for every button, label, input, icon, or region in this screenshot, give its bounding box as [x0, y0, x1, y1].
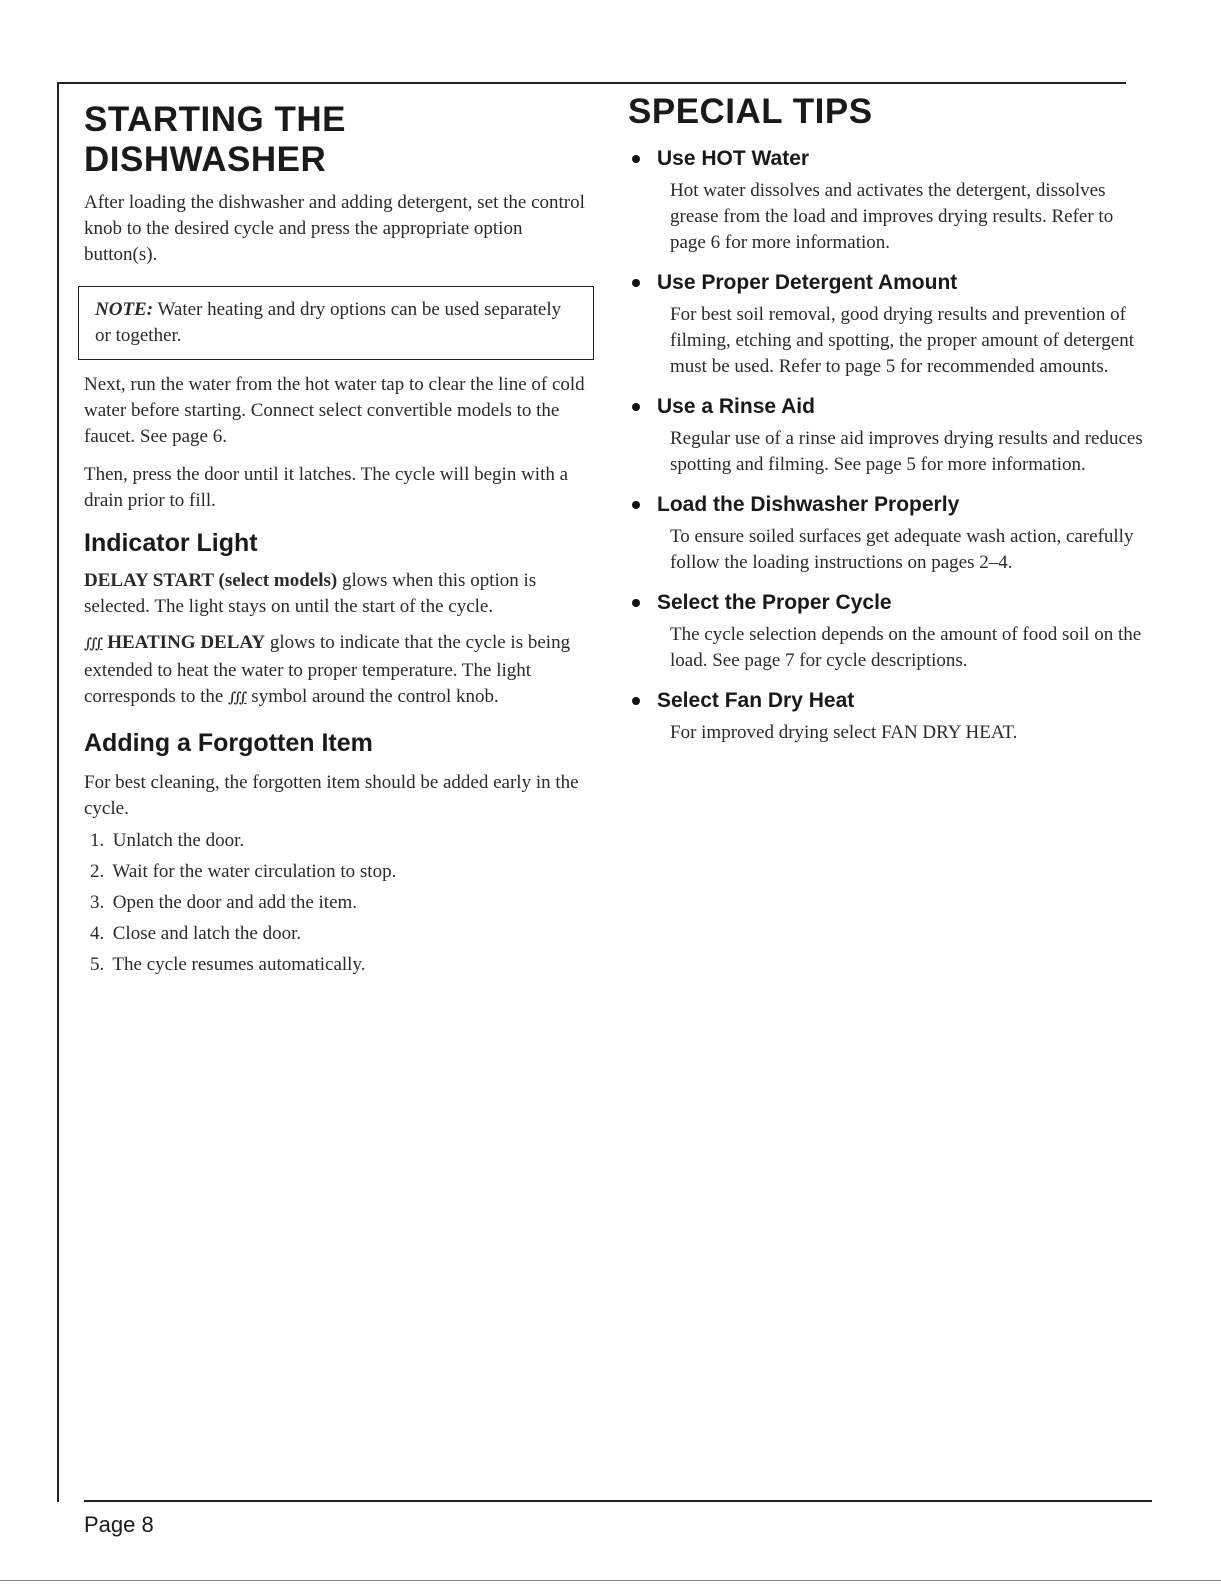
- tip-body: For improved drying select FAN DRY HEAT.: [670, 722, 1018, 743]
- delay-start-paragraph: [84, 568, 594, 620]
- bullet-icon: [632, 279, 640, 287]
- step-text: Unlatch the door.: [112, 830, 245, 851]
- tip-body: For best soil removal, good drying results and prevention of filming, etching and spotting, the proper amount of detergent must be used. Refer to page 5 for recommended amounts.: [670, 304, 1134, 377]
- delay-start-text: glows when this option is selected. The light stays on until the start of the cycle.: [84, 570, 537, 617]
- tip-heading: [632, 270, 1148, 296]
- step-text: Wait for the water circulation to stop.: [112, 861, 397, 882]
- intro-paragraph: After loading the dishwasher and adding detergent, set the control knob to the desired cycle and press the appropriate option button(s).: [84, 192, 585, 265]
- step-item: [90, 921, 594, 947]
- heating-delay-text-b: symbol around the control knob.: [251, 686, 499, 707]
- tip-body: The cycle selection depends on the amount of food soil on the load. See page 7 for cycle descriptions.: [670, 624, 1142, 671]
- bullet-icon: [632, 697, 640, 705]
- page-edge-rule: [0, 1580, 1221, 1581]
- heating-delay-paragraph: [84, 630, 594, 712]
- step-number: 1.: [90, 830, 105, 851]
- heating-symbol-icon: ∭: [84, 637, 103, 652]
- step-number: 5.: [90, 954, 105, 975]
- indicator-heading: Indicator Light: [84, 529, 258, 557]
- note-box: [78, 286, 594, 360]
- step-number: 2.: [90, 861, 105, 882]
- tip-heading-text: Load the Dishwasher Properly: [657, 493, 960, 516]
- tip-heading: [632, 146, 1148, 172]
- tip-item: [628, 394, 1148, 478]
- tip-heading: [632, 394, 1148, 420]
- next-paragraph: Next, run the water from the hot water tap to clear the line of cold water before starting. Connect select convertible models to the faucet. See page 6.: [84, 374, 585, 447]
- step-item: [90, 952, 594, 978]
- tip-heading: [632, 688, 1148, 714]
- step-text: Close and latch the door.: [112, 923, 302, 944]
- step-text: The cycle resumes automatically.: [112, 954, 366, 975]
- step-item: [90, 859, 594, 885]
- tip-heading: [632, 590, 1148, 616]
- heating-delay-text-a: glows to indicate that the cycle is being extended to heat the water to proper temperature. The light corresponds to the: [84, 632, 571, 707]
- tip-item: [628, 688, 1148, 746]
- bullet-icon: [632, 155, 640, 163]
- bullet-icon: [632, 599, 640, 607]
- heating-delay-keyword: HEATING DELAY: [107, 632, 266, 653]
- forgotten-heading: Adding a Forgotten Item: [84, 729, 373, 757]
- top-rule: [58, 82, 1126, 84]
- then-paragraph: Then, press the door until it latches. The cycle will begin with a drain prior to fill.: [84, 464, 569, 511]
- step-text: Open the door and add the item.: [112, 892, 358, 913]
- special-tips-section: [628, 92, 1148, 760]
- tip-body: To ensure soiled surfaces get adequate wash action, carefully follow the loading instructions on pages 2–4.: [670, 526, 1134, 573]
- tip-heading-text: Select Fan Dry Heat: [657, 689, 855, 712]
- delay-start-keyword: DELAY START (select models): [84, 570, 338, 591]
- tip-item: [628, 590, 1148, 674]
- tip-heading-text: Use Proper Detergent Amount: [657, 271, 958, 294]
- starting-section: [84, 100, 594, 983]
- tip-body: Hot water dissolves and activates the detergent, dissolves grease from the load and improves drying results. Refer to page 6 for more information.: [670, 180, 1114, 253]
- step-item: [90, 828, 594, 854]
- tip-heading-text: Use a Rinse Aid: [657, 395, 815, 418]
- special-tips-title: SPECIAL TIPS: [628, 92, 873, 131]
- tip-heading: [632, 492, 1148, 518]
- note-text: [95, 297, 579, 349]
- step-number: 4.: [90, 923, 105, 944]
- page-number: Page 8: [84, 1512, 154, 1537]
- forgotten-intro: For best cleaning, the forgotten item should be added early in the cycle.: [84, 772, 579, 819]
- bottom-rule: [84, 1500, 1152, 1502]
- tip-item: [628, 146, 1148, 256]
- step-item: [90, 890, 594, 916]
- bullet-icon: [632, 501, 640, 509]
- tip-body: Regular use of a rinse aid improves drying results and reduces spotting and filming. See page 5 for more information.: [670, 428, 1143, 475]
- note-label: NOTE:: [95, 299, 154, 320]
- forgotten-steps: [90, 828, 594, 978]
- bullet-icon: [632, 403, 640, 411]
- heating-symbol-icon-inline: ∭: [228, 691, 247, 706]
- tip-heading-text: Use HOT Water: [657, 147, 810, 170]
- note-body: Water heating and dry options can be used separately or together.: [95, 299, 562, 346]
- step-number: 3.: [90, 892, 105, 913]
- tip-item: [628, 270, 1148, 380]
- left-rule: [57, 82, 59, 1502]
- tip-item: [628, 492, 1148, 576]
- section-title-line1: STARTING THE: [84, 100, 347, 139]
- section-title-line2: DISHWASHER: [84, 140, 327, 179]
- tip-heading-text: Select the Proper Cycle: [657, 591, 892, 614]
